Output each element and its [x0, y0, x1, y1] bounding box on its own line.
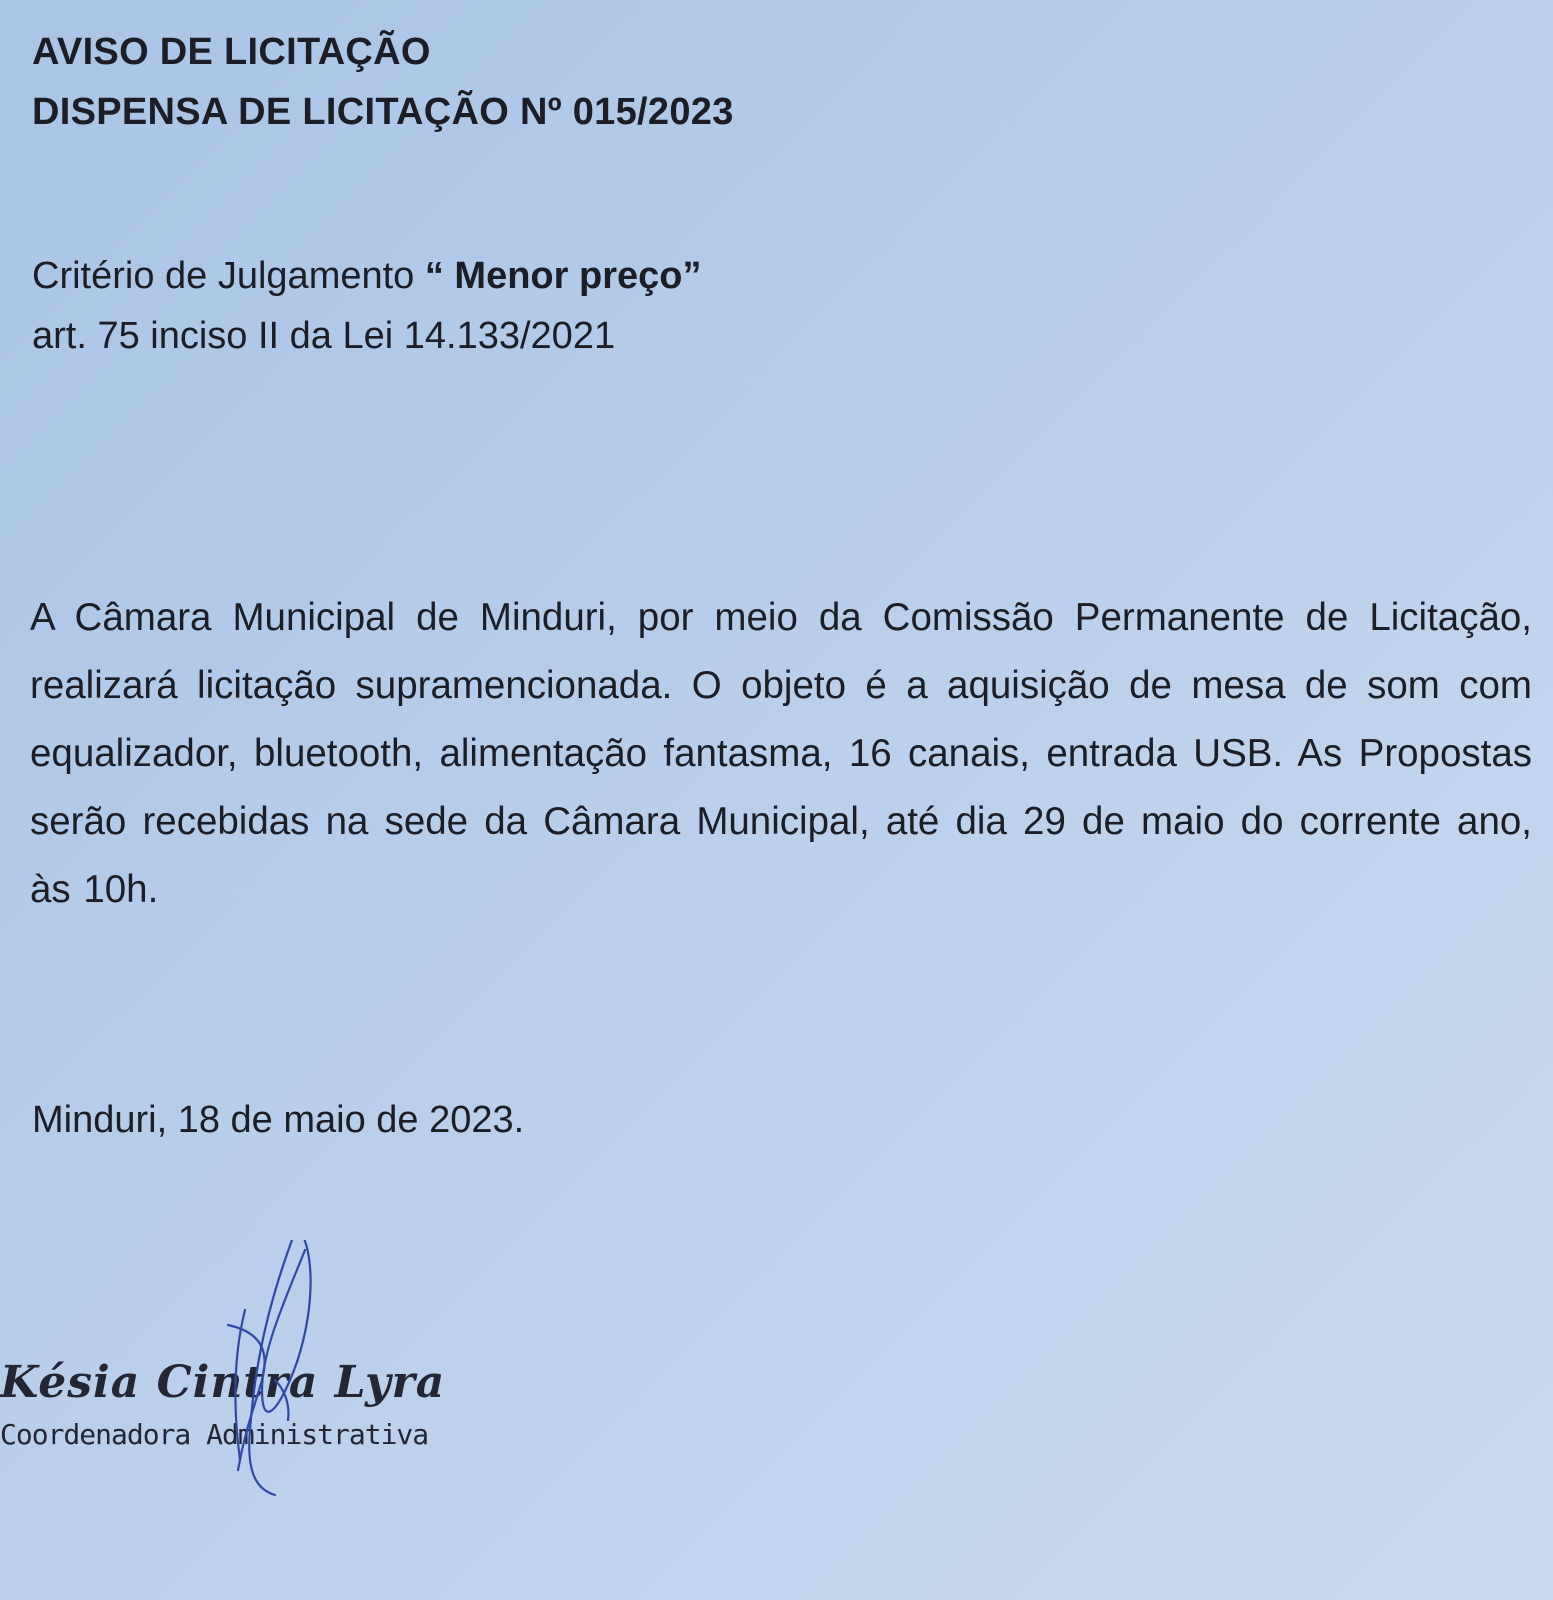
criteria-value: “ Menor preço” — [424, 255, 702, 297]
criteria-label: Critério de Julgamento — [32, 255, 415, 297]
criteria-line — [32, 246, 701, 306]
place-and-date: Minduri, 18 de maio de 2023. — [32, 1099, 525, 1141]
notice-heading — [32, 22, 734, 142]
notice-subtitle: DISPENSA DE LICITAÇÃO Nº 015/2023 — [32, 91, 734, 133]
handwritten-signature — [0, 1240, 520, 1530]
notice-title: AVISO DE LICITAÇÃO — [32, 31, 431, 73]
signatory-role: Coordenadora Administrativa — [0, 1418, 429, 1451]
signatory-name: Késia Cintra Lyra — [0, 1357, 446, 1408]
legal-basis: art. 75 inciso II da Lei 14.133/2021 — [32, 315, 616, 357]
judgment-criteria — [32, 246, 701, 366]
signature-block — [0, 1240, 520, 1530]
notice-body: A Câmara Municipal de Minduri, por meio da Comissão Permanente de Licitação, realizará licitação supramencionada. O objeto é a aquisição de mesa de som com equalizador, bluetooth, alimentação fantasma, 16 canais, entrada USB. As Propostas serão recebidas na sede da Câmara Municipal, até dia 29 de maio do corrente ano, às 10h. — [30, 596, 1532, 911]
